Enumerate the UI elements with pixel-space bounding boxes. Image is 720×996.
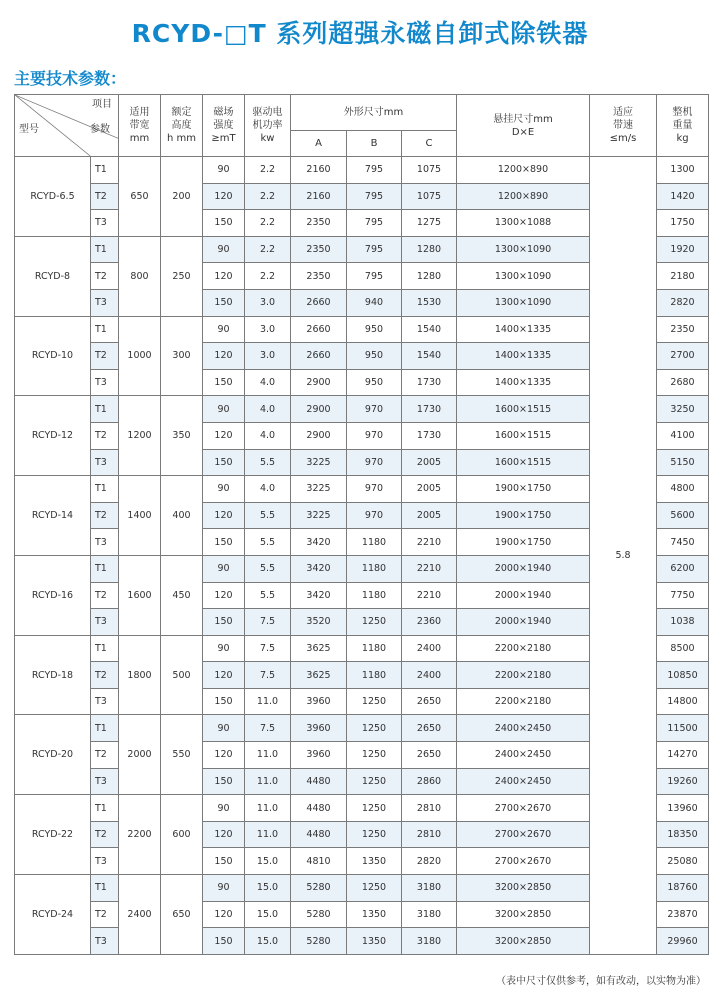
power-cell: 7.5 (245, 662, 291, 689)
type-cell: T1 (91, 316, 119, 343)
dim-b-cell: 1180 (347, 529, 402, 556)
type-cell: T2 (91, 502, 119, 529)
type-cell: T3 (91, 369, 119, 396)
dim-a-cell: 3625 (291, 662, 347, 689)
dim-a-cell: 4480 (291, 795, 347, 822)
weight-cell: 1750 (657, 210, 709, 237)
header-belt-speed: 适应 带速 ≤m/s (590, 95, 657, 157)
dim-a-cell: 3960 (291, 715, 347, 742)
dim-b-cell: 950 (347, 316, 402, 343)
type-cell: T3 (91, 449, 119, 476)
type-cell: T2 (91, 742, 119, 769)
power-cell: 3.0 (245, 289, 291, 316)
type-cell: T1 (91, 476, 119, 503)
power-cell: 7.5 (245, 635, 291, 662)
field-cell: 150 (203, 449, 245, 476)
dim-c-cell: 1075 (402, 157, 457, 184)
header-motor-power: 驱动电 机功率 kw (245, 95, 291, 157)
dim-c-cell: 1730 (402, 369, 457, 396)
power-cell: 5.5 (245, 449, 291, 476)
type-cell: T3 (91, 848, 119, 875)
dim-c-cell: 2005 (402, 476, 457, 503)
dim-b-cell: 970 (347, 396, 402, 423)
weight-cell: 1300 (657, 157, 709, 184)
weight-cell: 8500 (657, 635, 709, 662)
header-model-label: 型号 (19, 124, 39, 135)
dim-c-cell: 1530 (402, 289, 457, 316)
dim-c-cell: 2650 (402, 715, 457, 742)
dim-b-cell: 1250 (347, 688, 402, 715)
field-cell: 90 (203, 795, 245, 822)
hang-size-cell: 2400×2450 (457, 768, 590, 795)
dim-a-cell: 3225 (291, 449, 347, 476)
field-cell: 120 (203, 821, 245, 848)
height-cell: 300 (161, 316, 203, 396)
belt-width-cell: 2000 (119, 715, 161, 795)
dim-b-cell: 1350 (347, 848, 402, 875)
hang-size-cell: 2700×2670 (457, 848, 590, 875)
hang-size-cell: 1600×1515 (457, 396, 590, 423)
model-cell: RCYD-22 (15, 795, 91, 875)
type-cell: T3 (91, 609, 119, 636)
field-cell: 90 (203, 476, 245, 503)
dim-a-cell: 5280 (291, 928, 347, 955)
weight-cell: 5150 (657, 449, 709, 476)
dim-a-cell: 4480 (291, 768, 347, 795)
dim-a-cell: 2900 (291, 422, 347, 449)
dim-a-cell: 2160 (291, 157, 347, 184)
power-cell: 7.5 (245, 609, 291, 636)
power-cell: 5.5 (245, 555, 291, 582)
field-cell: 150 (203, 210, 245, 237)
weight-cell: 13960 (657, 795, 709, 822)
power-cell: 15.0 (245, 928, 291, 955)
dim-c-cell: 2005 (402, 502, 457, 529)
height-cell: 550 (161, 715, 203, 795)
hang-size-cell: 2200×2180 (457, 662, 590, 689)
dim-b-cell: 1250 (347, 609, 402, 636)
power-cell: 11.0 (245, 821, 291, 848)
power-cell: 4.0 (245, 369, 291, 396)
weight-cell: 2700 (657, 343, 709, 370)
height-cell: 450 (161, 555, 203, 635)
belt-width-cell: 2200 (119, 795, 161, 875)
field-cell: 150 (203, 369, 245, 396)
dim-c-cell: 1540 (402, 343, 457, 370)
dim-b-cell: 795 (347, 183, 402, 210)
field-cell: 150 (203, 928, 245, 955)
weight-cell: 2680 (657, 369, 709, 396)
dim-a-cell: 3625 (291, 635, 347, 662)
weight-cell: 19260 (657, 768, 709, 795)
belt-width-cell: 1600 (119, 555, 161, 635)
model-cell: RCYD-18 (15, 635, 91, 715)
dim-b-cell: 1180 (347, 582, 402, 609)
header-dim-c: C (402, 131, 457, 157)
dim-c-cell: 1540 (402, 316, 457, 343)
model-cell: RCYD-20 (15, 715, 91, 795)
hang-size-cell: 2000×1940 (457, 609, 590, 636)
weight-cell: 25080 (657, 848, 709, 875)
dim-a-cell: 3520 (291, 609, 347, 636)
belt-width-cell: 800 (119, 236, 161, 316)
hang-size-cell: 2700×2670 (457, 795, 590, 822)
hang-size-cell: 2700×2670 (457, 821, 590, 848)
dim-c-cell: 1075 (402, 183, 457, 210)
dim-b-cell: 1250 (347, 742, 402, 769)
dim-a-cell: 4810 (291, 848, 347, 875)
type-cell: T1 (91, 396, 119, 423)
type-cell: T1 (91, 555, 119, 582)
weight-cell: 10850 (657, 662, 709, 689)
dim-c-cell: 2820 (402, 848, 457, 875)
dim-b-cell: 950 (347, 343, 402, 370)
dim-c-cell: 3180 (402, 901, 457, 928)
dim-a-cell: 2900 (291, 396, 347, 423)
belt-width-cell: 650 (119, 157, 161, 237)
weight-cell: 14800 (657, 688, 709, 715)
field-cell: 90 (203, 715, 245, 742)
dim-c-cell: 2210 (402, 529, 457, 556)
hang-size-cell: 1600×1515 (457, 449, 590, 476)
dim-a-cell: 2660 (291, 289, 347, 316)
power-cell: 2.2 (245, 210, 291, 237)
hang-size-cell: 1300×1088 (457, 210, 590, 237)
power-cell: 4.0 (245, 422, 291, 449)
weight-cell: 6200 (657, 555, 709, 582)
weight-cell: 2180 (657, 263, 709, 290)
header-dim-b: B (347, 131, 402, 157)
dim-b-cell: 970 (347, 422, 402, 449)
type-cell: T2 (91, 422, 119, 449)
type-cell: T2 (91, 582, 119, 609)
dim-c-cell: 1730 (402, 396, 457, 423)
table-body (15, 157, 709, 955)
type-cell: T1 (91, 715, 119, 742)
field-cell: 120 (203, 183, 245, 210)
power-cell: 11.0 (245, 795, 291, 822)
field-cell: 120 (203, 343, 245, 370)
dim-b-cell: 970 (347, 502, 402, 529)
dim-b-cell: 1250 (347, 768, 402, 795)
power-cell: 15.0 (245, 875, 291, 902)
header-dim-a: A (291, 131, 347, 157)
weight-cell: 29960 (657, 928, 709, 955)
header-belt-width: 适用 带宽 mm (119, 95, 161, 157)
dim-a-cell: 2350 (291, 210, 347, 237)
dim-a-cell: 2160 (291, 183, 347, 210)
type-cell: T3 (91, 210, 119, 237)
weight-cell: 7450 (657, 529, 709, 556)
power-cell: 2.2 (245, 236, 291, 263)
model-cell: RCYD-14 (15, 476, 91, 556)
hang-size-cell: 3200×2850 (457, 901, 590, 928)
field-cell: 150 (203, 768, 245, 795)
height-cell: 500 (161, 635, 203, 715)
power-cell: 11.0 (245, 742, 291, 769)
hang-size-cell: 1300×1090 (457, 289, 590, 316)
field-cell: 120 (203, 662, 245, 689)
dim-c-cell: 2650 (402, 688, 457, 715)
power-cell: 11.0 (245, 768, 291, 795)
weight-cell: 4100 (657, 422, 709, 449)
type-cell: T2 (91, 821, 119, 848)
dim-c-cell: 3180 (402, 875, 457, 902)
type-cell: T2 (91, 901, 119, 928)
header-item-label: 项目 (92, 99, 112, 110)
dim-a-cell: 4480 (291, 821, 347, 848)
type-cell: T2 (91, 183, 119, 210)
field-cell: 120 (203, 263, 245, 290)
dim-a-cell: 3225 (291, 502, 347, 529)
hang-size-cell: 1200×890 (457, 157, 590, 184)
dim-b-cell: 1250 (347, 875, 402, 902)
weight-cell: 14270 (657, 742, 709, 769)
model-cell: RCYD-6.5 (15, 157, 91, 237)
weight-cell: 11500 (657, 715, 709, 742)
hang-size-cell: 2400×2450 (457, 715, 590, 742)
dim-c-cell: 1275 (402, 210, 457, 237)
dim-a-cell: 3960 (291, 742, 347, 769)
hang-size-cell: 1300×1090 (457, 236, 590, 263)
dim-a-cell: 2660 (291, 316, 347, 343)
type-cell: T3 (91, 768, 119, 795)
field-cell: 150 (203, 609, 245, 636)
height-cell: 650 (161, 875, 203, 955)
power-cell: 2.2 (245, 157, 291, 184)
power-cell: 2.2 (245, 263, 291, 290)
dim-b-cell: 1250 (347, 821, 402, 848)
header-param-label: 参数 (90, 124, 110, 135)
table-row (15, 157, 709, 184)
dim-a-cell: 2350 (291, 263, 347, 290)
dim-c-cell: 2210 (402, 582, 457, 609)
field-cell: 120 (203, 502, 245, 529)
weight-cell: 1038 (657, 609, 709, 636)
model-cell: RCYD-8 (15, 236, 91, 316)
weight-cell: 1920 (657, 236, 709, 263)
dim-b-cell: 1350 (347, 901, 402, 928)
dim-b-cell: 1250 (347, 795, 402, 822)
dim-a-cell: 3420 (291, 529, 347, 556)
type-cell: T1 (91, 795, 119, 822)
hang-size-cell: 2400×2450 (457, 742, 590, 769)
hang-size-cell: 1400×1335 (457, 343, 590, 370)
dim-b-cell: 795 (347, 157, 402, 184)
power-cell: 15.0 (245, 848, 291, 875)
hang-size-cell: 3200×2850 (457, 875, 590, 902)
field-cell: 90 (203, 396, 245, 423)
belt-width-cell: 1800 (119, 635, 161, 715)
field-cell: 120 (203, 422, 245, 449)
hang-size-cell: 1400×1335 (457, 369, 590, 396)
power-cell: 5.5 (245, 502, 291, 529)
dim-a-cell: 2660 (291, 343, 347, 370)
dim-a-cell: 3420 (291, 582, 347, 609)
hang-size-cell: 2200×2180 (457, 688, 590, 715)
type-cell: T2 (91, 343, 119, 370)
power-cell: 4.0 (245, 396, 291, 423)
power-cell: 3.0 (245, 343, 291, 370)
dim-c-cell: 1730 (402, 422, 457, 449)
power-cell: 5.5 (245, 582, 291, 609)
table-header (15, 95, 709, 157)
weight-cell: 2820 (657, 289, 709, 316)
type-cell: T3 (91, 688, 119, 715)
field-cell: 120 (203, 582, 245, 609)
dim-b-cell: 1250 (347, 715, 402, 742)
dim-b-cell: 1350 (347, 928, 402, 955)
hang-size-cell: 1900×1750 (457, 502, 590, 529)
dim-a-cell: 2900 (291, 369, 347, 396)
weight-cell: 2350 (657, 316, 709, 343)
power-cell: 5.5 (245, 529, 291, 556)
field-cell: 120 (203, 901, 245, 928)
type-cell: T1 (91, 157, 119, 184)
power-cell: 2.2 (245, 183, 291, 210)
weight-cell: 23870 (657, 901, 709, 928)
belt-width-cell: 1400 (119, 476, 161, 556)
header-height: 额定 高度 h mm (161, 95, 203, 157)
hang-size-cell: 2200×2180 (457, 635, 590, 662)
dim-b-cell: 1180 (347, 635, 402, 662)
height-cell: 600 (161, 795, 203, 875)
dim-c-cell: 2810 (402, 821, 457, 848)
field-cell: 90 (203, 316, 245, 343)
footnote: （表中尺寸仅供参考，如有改动，以实物为准） (496, 976, 706, 987)
weight-cell: 4800 (657, 476, 709, 503)
dim-c-cell: 2810 (402, 795, 457, 822)
hang-size-cell: 2000×1940 (457, 582, 590, 609)
dim-a-cell: 3420 (291, 555, 347, 582)
weight-cell: 18760 (657, 875, 709, 902)
dim-a-cell: 3960 (291, 688, 347, 715)
belt-width-cell: 1000 (119, 316, 161, 396)
type-cell: T2 (91, 662, 119, 689)
hang-size-cell: 3200×2850 (457, 928, 590, 955)
header-hang-size: 悬挂尺寸mm D×E (457, 95, 590, 157)
dim-b-cell: 970 (347, 449, 402, 476)
dim-b-cell: 950 (347, 369, 402, 396)
dim-a-cell: 5280 (291, 901, 347, 928)
weight-cell: 7750 (657, 582, 709, 609)
hang-size-cell: 2000×1940 (457, 555, 590, 582)
hang-size-cell: 1300×1090 (457, 263, 590, 290)
field-cell: 90 (203, 875, 245, 902)
field-cell: 90 (203, 555, 245, 582)
weight-cell: 5600 (657, 502, 709, 529)
spec-table (14, 94, 709, 955)
dim-c-cell: 2400 (402, 635, 457, 662)
hang-size-cell: 1600×1515 (457, 422, 590, 449)
type-cell: T3 (91, 289, 119, 316)
section-heading: 主要技术参数： (14, 69, 127, 88)
model-cell: RCYD-16 (15, 555, 91, 635)
field-cell: 120 (203, 742, 245, 769)
dim-c-cell: 2400 (402, 662, 457, 689)
dim-a-cell: 2350 (291, 236, 347, 263)
dim-b-cell: 795 (347, 236, 402, 263)
field-cell: 90 (203, 236, 245, 263)
type-cell: T3 (91, 529, 119, 556)
field-cell: 150 (203, 529, 245, 556)
dim-b-cell: 1180 (347, 555, 402, 582)
model-cell: RCYD-24 (15, 875, 91, 955)
height-cell: 200 (161, 157, 203, 237)
type-cell: T2 (91, 263, 119, 290)
dim-b-cell: 795 (347, 210, 402, 237)
weight-cell: 1420 (657, 183, 709, 210)
type-cell: T3 (91, 928, 119, 955)
header-corner-cell (15, 95, 119, 157)
weight-cell: 3250 (657, 396, 709, 423)
header-weight: 整机 重量 kg (657, 95, 709, 157)
hang-size-cell: 1900×1750 (457, 529, 590, 556)
power-cell: 15.0 (245, 901, 291, 928)
belt-speed-cell: 5.8 (590, 157, 657, 955)
power-cell: 11.0 (245, 688, 291, 715)
height-cell: 400 (161, 476, 203, 556)
dim-c-cell: 2360 (402, 609, 457, 636)
type-cell: T1 (91, 875, 119, 902)
type-cell: T1 (91, 236, 119, 263)
power-cell: 4.0 (245, 476, 291, 503)
field-cell: 90 (203, 635, 245, 662)
page-title: RCYD-□T 系列超强永磁自卸式除铁器 (131, 19, 589, 48)
hang-size-cell: 1400×1335 (457, 316, 590, 343)
type-cell: T1 (91, 635, 119, 662)
hang-size-cell: 1900×1750 (457, 476, 590, 503)
dim-b-cell: 970 (347, 476, 402, 503)
field-cell: 150 (203, 848, 245, 875)
power-cell: 3.0 (245, 316, 291, 343)
dim-c-cell: 2210 (402, 555, 457, 582)
dim-c-cell: 2005 (402, 449, 457, 476)
dim-b-cell: 1180 (347, 662, 402, 689)
weight-cell: 18350 (657, 821, 709, 848)
dim-b-cell: 795 (347, 263, 402, 290)
dim-c-cell: 2860 (402, 768, 457, 795)
field-cell: 150 (203, 289, 245, 316)
hang-size-cell: 1200×890 (457, 183, 590, 210)
dim-c-cell: 1280 (402, 263, 457, 290)
height-cell: 250 (161, 236, 203, 316)
model-cell: RCYD-10 (15, 316, 91, 396)
dim-c-cell: 2650 (402, 742, 457, 769)
dim-a-cell: 5280 (291, 875, 347, 902)
header-dimensions: 外形尺寸mm (291, 95, 457, 131)
height-cell: 350 (161, 396, 203, 476)
power-cell: 7.5 (245, 715, 291, 742)
header-field-strength: 磁场 强度 ≥mT (203, 95, 245, 157)
dim-b-cell: 940 (347, 289, 402, 316)
field-cell: 150 (203, 688, 245, 715)
belt-width-cell: 2400 (119, 875, 161, 955)
dim-a-cell: 3225 (291, 476, 347, 503)
dim-c-cell: 1280 (402, 236, 457, 263)
belt-width-cell: 1200 (119, 396, 161, 476)
field-cell: 90 (203, 157, 245, 184)
dim-c-cell: 3180 (402, 928, 457, 955)
model-cell: RCYD-12 (15, 396, 91, 476)
